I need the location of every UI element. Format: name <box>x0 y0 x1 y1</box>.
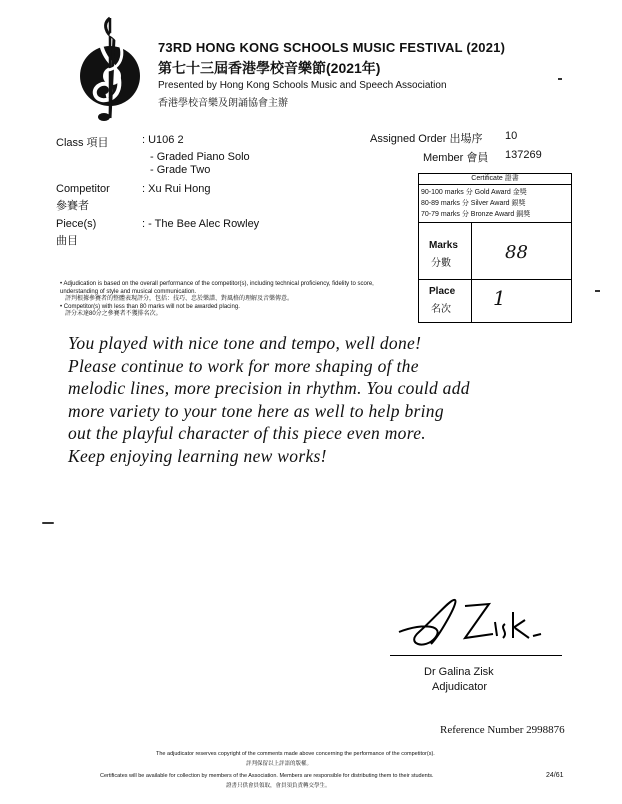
competitor-name: : Xu Rui Hong <box>142 183 211 195</box>
comment-line: out the playful character of this piece even more. <box>68 423 426 443</box>
assigned-order-value: 10 <box>505 130 518 142</box>
note-2: • Competitor(s) with less than 80 marks will not be awarded placing. <box>60 303 240 310</box>
marks-value: 88 <box>505 242 528 263</box>
adjudicator-title: Adjudicator <box>432 681 488 693</box>
member-label: Member 會員 <box>423 152 489 164</box>
adjudicator-comments <box>68 332 470 467</box>
footer-certificates: Certificates will be available for collection by members of the Association. Members are responsible for distributing them to their students. <box>100 773 434 779</box>
adjudicator-name: Dr Galina Zisk <box>424 666 494 678</box>
festival-title: 73RD HONG KONG SCHOOLS MUSIC FESTIVAL (2021) <box>158 40 506 55</box>
scan-mark <box>42 522 54 524</box>
pieces-label: Piece(s) <box>56 218 97 230</box>
page-number: 24/61 <box>546 772 564 779</box>
competitor-label-zh: 參賽者 <box>56 200 89 212</box>
association-zh: 香港學校音樂及朗誦協會主辦 <box>158 98 288 109</box>
assigned-order-label: Assigned Order 出場序 <box>370 133 483 145</box>
note-2-zh: 評分未達80分之參賽者不獲排名次。 <box>65 311 162 318</box>
scan-mark <box>558 78 562 80</box>
comment-line: Keep enjoying learning new works! <box>68 445 327 466</box>
class-grade: - Grade Two <box>150 164 211 176</box>
signature-line <box>390 655 562 656</box>
note-2-text: Competitor(s) with less than 80 marks will not be awarded placing. <box>63 303 240 310</box>
comment-line: You played with nice tone and tempo, well done! <box>68 333 422 353</box>
class-value: : U106 2 <box>142 134 184 146</box>
marks-label-zh: 分數 <box>431 258 451 269</box>
place-value: 1 <box>493 286 506 310</box>
member-value: 137269 <box>505 149 542 161</box>
silver-award-range: 80-89 marks 分 Silver Award 銀獎 <box>421 200 526 207</box>
pieces-value: : - The Bee Alec Rowley <box>142 218 260 230</box>
footer-copyright-zh: 評判保留以上評語的版權。 <box>246 761 313 767</box>
competitor-label: Competitor <box>56 183 110 195</box>
place-label: Place <box>429 286 456 297</box>
footer-certificates-zh: 證書只供會員領取，會員須負責轉交學生。 <box>226 783 331 789</box>
certificate-heading: Certificate 證書 <box>419 174 571 185</box>
class-label: Class 項目 <box>56 137 109 149</box>
reference-number: Reference Number 2998876 <box>440 724 565 736</box>
festival-logo <box>72 14 152 126</box>
bronze-award-range: 70-79 marks 分 Bronze Award 銅獎 <box>421 211 531 218</box>
adjudicator-signature <box>395 592 545 654</box>
festival-title-zh: 第七十三屆香港學校音樂節(2021年) <box>158 60 381 76</box>
gold-award-range: 90-100 marks 分 Gold Award 金獎 <box>421 189 527 196</box>
comment-line: melodic lines, more precision in rhythm. You could add <box>68 378 470 398</box>
scan-mark <box>595 290 600 292</box>
certificate-box <box>418 173 572 323</box>
marks-label: Marks <box>429 240 458 251</box>
comment-line: more variety to your tone here as well to help bring <box>68 400 444 421</box>
place-label-zh: 名次 <box>431 304 451 315</box>
divider <box>419 279 571 280</box>
class-category: - Graded Piano Solo <box>150 151 250 163</box>
footer-copyright: The adjudicator reserves copyright of the comments made above concerning the performance of the competitor(s). <box>156 751 435 757</box>
presented-by: Presented by Hong Kong Schools Music and Speech Association <box>158 80 447 91</box>
comment-line: Please continue to work for more shaping of the <box>68 355 419 376</box>
note-1-zh: 評判根據參賽者的整體表現評分，包括：技巧、忠於樂譜、對風格的理解及音樂傳意。 <box>65 296 294 303</box>
divider <box>419 222 571 223</box>
divider <box>471 222 472 322</box>
pieces-label-zh: 曲目 <box>56 235 78 247</box>
note-1: • Adjudication is based on the overall performance of the competitor(s), including technical proficiency, fidelity to score, understanding of style and musical communication. <box>60 281 374 295</box>
adjudication-notes <box>60 281 380 319</box>
note-1-text: Adjudication is based on the overall performance of the competitor(s), including technical proficiency, fidelity to score, understanding of style and musical communication. <box>60 281 374 295</box>
